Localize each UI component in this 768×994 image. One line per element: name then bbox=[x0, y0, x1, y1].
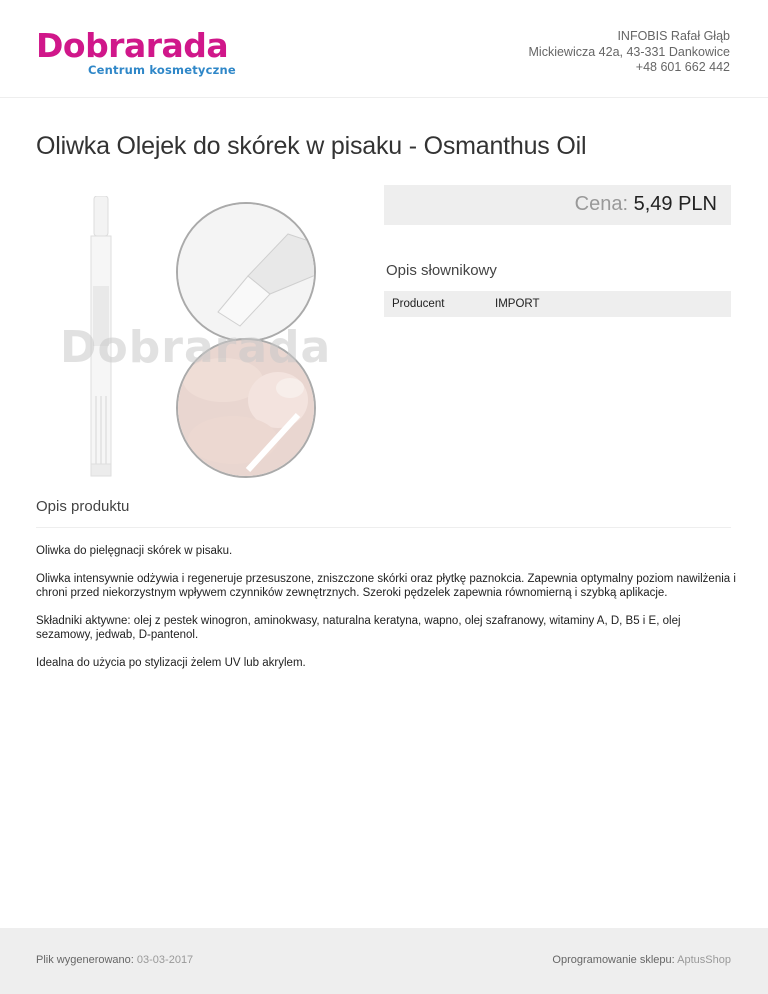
software-info bbox=[552, 954, 731, 966]
software-label: Oprogramowanie sklepu: bbox=[552, 954, 675, 966]
dictionary-key: Producent bbox=[392, 298, 445, 310]
description-paragraph: Składniki aktywne: olej z pestek winogron, aminokwasy, naturalna keratyna, wapno, olej szafranowy, witaminy A, D, B5 i E, olej sezamowy, jedwab, D-pantenol. bbox=[36, 615, 681, 641]
dictionary-heading: Opis słownikowy bbox=[386, 262, 497, 279]
software-link[interactable]: AptusShop bbox=[677, 954, 731, 966]
generated-date: 03-03-2017 bbox=[136, 954, 194, 966]
generated-info bbox=[36, 954, 193, 966]
dictionary-value: IMPORT bbox=[495, 298, 540, 310]
price-label: Cena: bbox=[574, 193, 629, 215]
logo-wordmark: Dobrarada bbox=[36, 26, 229, 65]
logo-tagline: Centrum kosmetyczne bbox=[88, 63, 236, 77]
company-phone: +48 601 662 442 bbox=[635, 60, 730, 74]
page-header bbox=[0, 0, 768, 98]
generated-label: Plik wygenerowano: bbox=[36, 954, 134, 966]
description-paragraph: Oliwka do pielęgnacji skórek w pisaku. bbox=[36, 545, 233, 557]
brush-tip-closeup bbox=[176, 202, 316, 342]
company-info bbox=[529, 29, 730, 76]
description-heading: Opis produktu bbox=[36, 498, 130, 515]
product-title: Oliwka Olejek do skórek w pisaku - Osmanthus Oil bbox=[36, 132, 587, 160]
company-name: INFOBIS Rafał Głąb bbox=[617, 29, 730, 43]
price-box bbox=[384, 185, 731, 225]
description-paragraph: Idealna do użycia po stylizacji żelem UV lub akrylem. bbox=[36, 657, 306, 669]
product-description bbox=[36, 544, 736, 684]
product-image bbox=[36, 186, 366, 486]
image-watermark: Dobrarada bbox=[60, 322, 332, 373]
shop-logo bbox=[36, 27, 236, 83]
price-value: 5,49 PLN bbox=[633, 193, 717, 215]
company-address: Mickiewicza 42a, 43-331 Dankowice bbox=[528, 44, 730, 59]
page-footer bbox=[0, 928, 768, 994]
dictionary-row bbox=[384, 291, 731, 317]
divider bbox=[36, 527, 731, 528]
description-paragraph: Oliwka intensywnie odżywia i regeneruje przesuszone, zniszczone skórki oraz płytkę paznokcia. Zapewnia optymalny poziom nawilżenia i chroni przed niekorzystnym wpływem czynników zewnętrznych. Szeroki pędzelek zapewnia równomierną i szybką aplikacje. bbox=[36, 573, 736, 599]
